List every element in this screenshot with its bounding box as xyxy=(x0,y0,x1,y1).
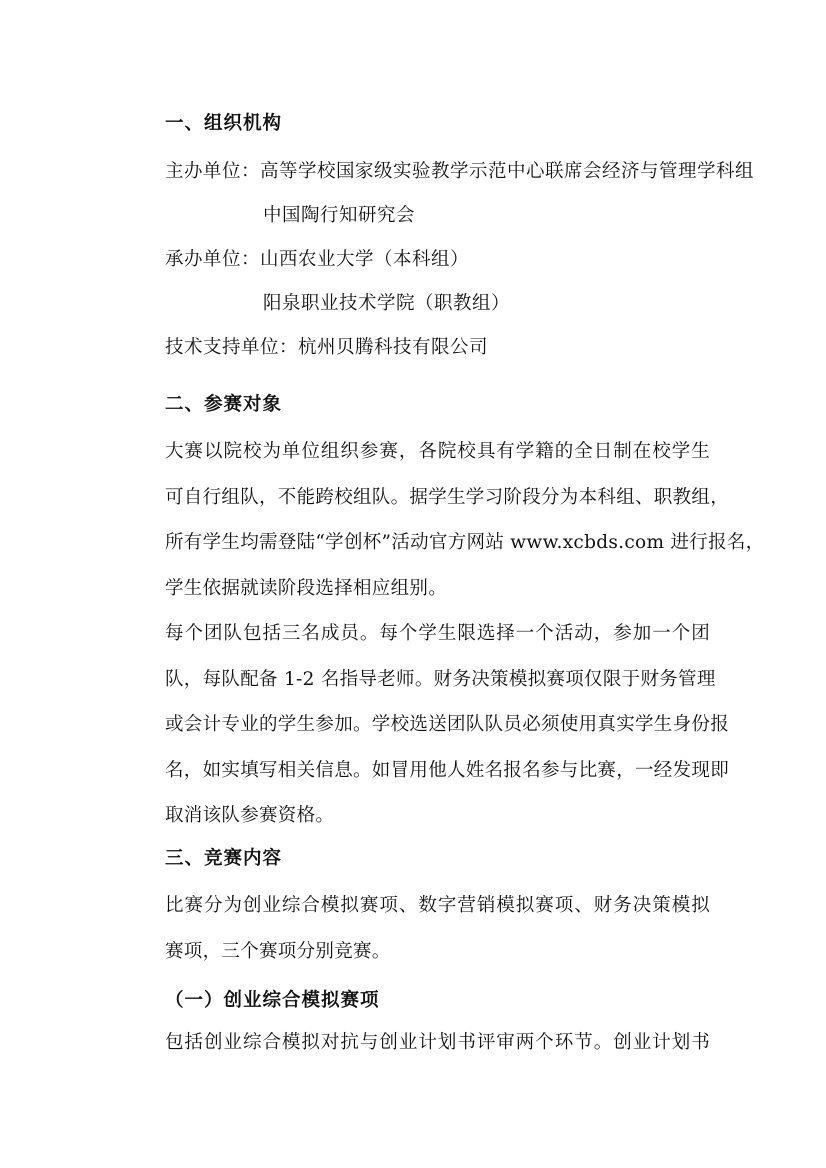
host-label: 主办单位： xyxy=(165,161,261,182)
organizer-unit-2: 阳泉职业技术学院（职教组） xyxy=(263,293,511,314)
tech-support-line: 技术支持单位：杭州贝腾科技有限公司 xyxy=(165,337,489,358)
host-unit-2: 中国陶行知研究会 xyxy=(263,205,416,226)
paragraph-line: 大赛以院校为单位组织参赛，各院校具有学籍的全日制在校学生 xyxy=(165,441,710,462)
paragraph-line: 或会计专业的学生参加。学校选送团队队员必须使用真实学生身份报 xyxy=(165,714,730,735)
content-paragraph-1 xyxy=(165,883,710,974)
paragraph-line: 名，如实填写相关信息。如冒用他人姓名报名参与比赛，一经发现即 xyxy=(165,759,730,781)
paragraph-line: 队，每队配备 1-2 名指导老师。财务决策模拟赛项仅限于财务管理 xyxy=(165,668,716,690)
participants-paragraph-2 xyxy=(165,611,730,839)
paragraph-line: 比赛分为创业综合模拟赛项、数字营销模拟赛项、财务决策模拟 xyxy=(165,895,710,916)
paragraph-line: 每个团队包括三名成员。每个学生限选择一个活动，参加一个团 xyxy=(165,623,710,644)
participants-paragraph-1 xyxy=(165,429,765,611)
section-heading-content: 三、竞赛内容 xyxy=(165,848,283,869)
host-unit-1: 高等学校国家级实验教学示范中心联席会经济与管理学科组 xyxy=(260,161,755,182)
paragraph-line: 可自行组队，不能跨校组队。据学生学习阶段分为本科组、职教组， xyxy=(165,486,730,508)
paragraph-line: 赛项，三个赛项分别竞赛。 xyxy=(165,940,391,962)
host-row-1 xyxy=(165,160,755,184)
organizer-label: 承办单位： xyxy=(165,249,261,270)
section-heading-organization: 一、组织机构 xyxy=(165,113,283,134)
paragraph-line: 所有学生均需登陆“学创杯”活动官方网站 www.xcbds.com 进行报名， xyxy=(165,532,765,553)
paragraph-line: 包括创业综合模拟对抗与创业计划书评审两个环节。创业计划书 xyxy=(165,1032,710,1053)
paragraph-line: 取消该队参赛资格。 xyxy=(165,805,335,826)
subsection-heading-business-sim: （一）创业综合模拟赛项 xyxy=(165,990,380,1011)
paragraph-line: 学生依据就读阶段选择相应组别。 xyxy=(165,577,448,599)
organizer-row-1 xyxy=(165,248,710,272)
section-heading-participants: 二、参赛对象 xyxy=(165,394,283,415)
organizer-unit-1: 山西农业大学（本科组） xyxy=(260,249,470,270)
content-paragraph-2 xyxy=(165,1020,710,1066)
